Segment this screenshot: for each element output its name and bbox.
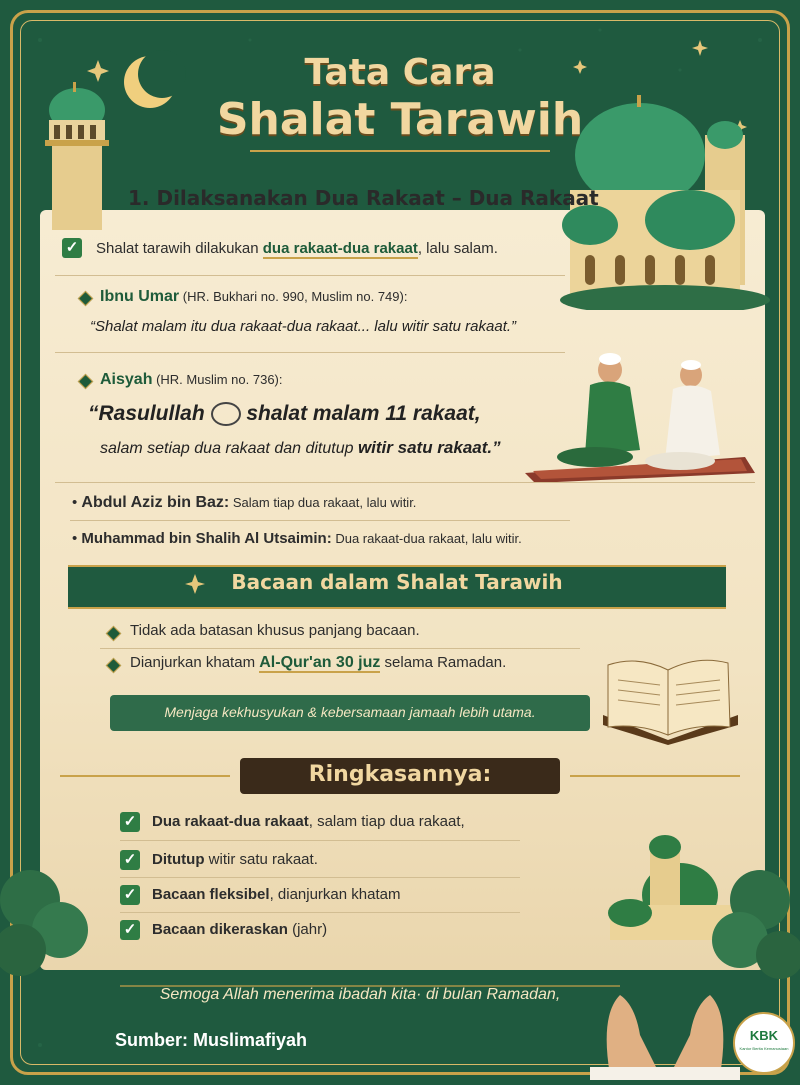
item-suffix: selama Ramadan. xyxy=(380,654,507,671)
summary-text: witir satu rakaat. xyxy=(204,851,318,868)
logo-text: KBK xyxy=(749,1028,779,1043)
summary-rule-right xyxy=(570,775,740,777)
praying-hands-illustration xyxy=(590,975,740,1080)
open-quran-illustration xyxy=(598,655,748,745)
hadith1-name: Ibnu Umar xyxy=(100,288,180,305)
divider xyxy=(120,912,520,913)
scholar-2 xyxy=(72,530,522,547)
quote-part: “Rasulullah xyxy=(88,402,211,425)
check-icon: ✓ xyxy=(120,812,140,832)
summary-text: , dianjurkan khatam xyxy=(269,886,401,903)
hadith2-name: Aisyah xyxy=(100,371,153,388)
title-line-2: Shalat Tarawih xyxy=(216,94,584,145)
quote-part-bold: witir satu rakaat.” xyxy=(357,438,501,457)
scholar-name: Muhammad bin Shalih Al Utsaimin: xyxy=(81,530,332,547)
scholar-text: Salam tiap dua rakaat, lalu witir. xyxy=(229,495,417,510)
scholar-1 xyxy=(72,494,416,512)
intro-prefix: Shalat tarawih dilakukan xyxy=(96,240,263,257)
divider xyxy=(70,520,570,521)
summary-item-3 xyxy=(152,886,400,903)
summary-item-4 xyxy=(152,921,327,938)
scholar-text: Dua rakaat-dua rakaat, lalu witir. xyxy=(331,531,522,546)
section2-heading: Bacaan dalam Shalat Tarawih xyxy=(231,570,563,594)
logo-subtext: Kantor Berita Kemanusiaan xyxy=(739,1046,789,1051)
praying-men-illustration xyxy=(515,345,760,485)
intro-suffix: , lalu salam. xyxy=(417,240,498,257)
hadith2-source xyxy=(100,371,283,389)
summary-heading: Ringkasannya: xyxy=(308,762,492,787)
right-foliage xyxy=(700,860,800,980)
source-credit: Sumber: Muslimafiyah xyxy=(115,1030,308,1050)
star-icon xyxy=(185,572,205,596)
check-icon: ✓ xyxy=(62,238,82,258)
divider xyxy=(55,482,755,483)
hadith1-quote: “Shalat malam itu dua rakaat-dua rakaat... lalu witir satu rakaat.” xyxy=(90,318,517,335)
title-line-1: Tata Cara xyxy=(304,52,496,93)
divider xyxy=(55,352,565,353)
hadith2-quote-line1 xyxy=(88,402,481,426)
section1-heading: 1. Dilaksanakan Dua Rakaat – Dua Rakaat xyxy=(128,186,599,210)
intro-highlight: dua rakaat-dua rakaat xyxy=(262,240,418,257)
summary-bold: Ditutup xyxy=(152,851,205,868)
summary-text: , salam tiap dua rakaat, xyxy=(308,813,465,830)
hadith2-ref: (HR. Muslim no. 736): xyxy=(152,372,283,387)
section2-note: Menjaga kekhusyukan & kebersamaan jamaah lebih utama. xyxy=(164,704,536,720)
hadith1-source xyxy=(100,288,407,306)
summary-text: (jahr) xyxy=(287,921,328,938)
summary-bold: Bacaan dikeraskan xyxy=(152,921,288,938)
closing-text: Semoga Allah menerima ibadah kita· di bulan Ramadan, xyxy=(159,986,561,1003)
summary-item-2 xyxy=(152,851,318,868)
item-prefix: Dianjurkan khatam xyxy=(130,654,260,671)
divider xyxy=(120,877,520,878)
check-icon: ✓ xyxy=(120,885,140,905)
section1-intro xyxy=(96,240,498,257)
scholar-name: Abdul Aziz bin Baz: xyxy=(81,494,230,511)
summary-item-1 xyxy=(152,813,465,830)
divider xyxy=(100,648,580,649)
summary-bold: Dua rakaat-dua rakaat xyxy=(152,813,309,830)
bullet-dot-icon: • xyxy=(72,494,82,511)
summary-bold: Bacaan fleksibel xyxy=(152,886,270,903)
section2-item-1: Tidak ada batasan khusus panjang bacaan. xyxy=(130,622,420,639)
check-icon: ✓ xyxy=(120,920,140,940)
title-underline xyxy=(250,150,550,152)
bullet-dot-icon: • xyxy=(72,530,82,547)
section2-item-2 xyxy=(130,654,506,672)
left-foliage xyxy=(0,850,100,980)
quote-part: shalat malam 11 rakaat, xyxy=(240,402,481,425)
kbk-logo xyxy=(733,1012,795,1074)
divider xyxy=(120,840,520,841)
item-highlight: Al-Qur'an 30 juz xyxy=(259,654,381,671)
hadith1-ref: (HR. Bukhari no. 990, Muslim no. 749): xyxy=(179,289,408,304)
divider xyxy=(55,275,565,276)
hadith2-quote-line2 xyxy=(100,438,501,458)
check-icon: ✓ xyxy=(120,850,140,870)
sallallahu-calligraphy-icon xyxy=(211,402,241,426)
quote-part: salam setiap dua rakaat dan ditutup xyxy=(100,440,358,457)
summary-rule-left xyxy=(60,775,230,777)
